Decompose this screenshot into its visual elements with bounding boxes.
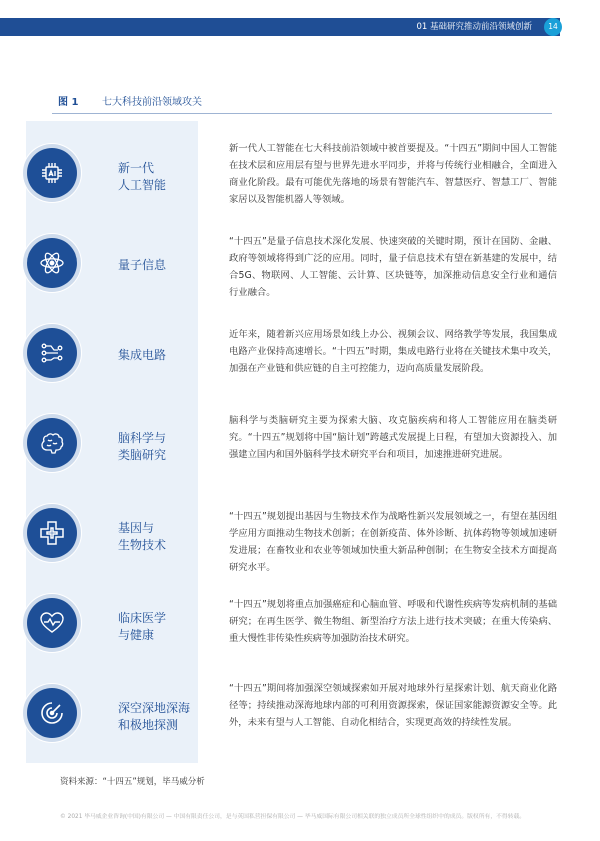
tech-description: 新一代人工智能在七大科技前沿领域中被首要提及。“十四五”期间中国人工智能在技术层和应用层有望与世界先进水平同步，并将与传统行业相融合，全面进入商业化阶段。最有可能优先落地的场景有智能汽车、智慧医疗、智慧工厂、智能家居以及智能机器人等领域。 <box>229 143 557 205</box>
tech-row-brain <box>0 400 600 480</box>
section-title: 01 基础研究推动前沿领域创新 <box>416 22 532 32</box>
header-bar <box>0 18 560 36</box>
footer-copyright: © 2021 毕马威企业咨询(中国)有限公司 — 中国有限责任公司，是与英国私营担保有限公司 — 毕马威国际有限公司相关联的独立成员所全球性组织中的成员。版权所有，不得转载。 <box>60 814 526 820</box>
tech-description: “十四五”是量子信息技术深化发展、快速突破的关键时期，预计在国防、金融、政府等领域将得到广泛的应用。同时，量子信息技术有望在新基建的发展中，结合5G、物联网、人工智能、云计算、区块链等，加深推动信息安全行业和通信行业融合。 <box>229 236 557 298</box>
tech-row-gene <box>0 490 600 573</box>
tech-name: 集成电路 <box>118 348 167 362</box>
figure-divider <box>52 113 552 114</box>
figure-title: 七大科技前沿领域攻关 <box>102 97 202 108</box>
tech-row-exploration <box>0 670 600 750</box>
tech-row-ai <box>0 130 600 210</box>
tech-name: 临床医学 与健康 <box>118 611 167 642</box>
medical-cross-icon <box>27 508 77 558</box>
tech-name: 量子信息 <box>118 258 167 272</box>
tech-row-clinical <box>0 580 600 660</box>
tech-description: “十四五”规划将重点加强癌症和心脑血管、呼吸和代谢性疾病等发病机制的基础研究；在再生医学、微生物组、新型治疗方法上进行技术突破；在重大传染病、重大慢性非传染性疾病等加强防治技术研究。 <box>229 599 557 644</box>
ai-chip-icon <box>27 148 77 198</box>
tech-row-quantum <box>0 220 600 300</box>
atom-icon <box>27 238 77 288</box>
tech-description: 近年来，随着新兴应用场景如线上办公、视频会议、网络教学等发展，我国集成电路产业保持高速增长。“十四五”时期，集成电路行业将在关键技术集中攻关，加强在产业链和供应链的自主可控能力，迈向高质量发展阶段。 <box>229 329 557 374</box>
tech-description: 脑科学与类脑研究主要为探索大脑、攻克脑疾病和将人工智能应用在脑类研究。“十四五”规划将中国“脑计划”跨越式发展提上日程，有望加大资源投入、加强建立国内和国外脑科学技术研究平台和项目，加速推进研究进展。 <box>229 415 557 460</box>
tech-name: 脑科学与 类脑研究 <box>118 431 167 462</box>
page-number: 14 <box>544 18 562 36</box>
tech-description: “十四五”期间将加强深空领域探索如开展对地球外行星探索计划、航天商业化路径等；持续推动深海地球内部的可利用资源探索，保证国家能源资源安全等。此外，未来有望与人工智能、自动化相结合，实现更高效的持续性发展。 <box>229 683 557 728</box>
heartbeat-icon <box>27 598 77 648</box>
tech-name: 基因与 生物技术 <box>118 521 167 552</box>
source-note: 资料来源：“十四五”规划，毕马威分析 <box>60 777 205 787</box>
figure-label: 图 1 <box>58 97 79 108</box>
tech-description: “十四五”规划提出基因与生物技术作为战略性新兴发展领域之一，有望在基因组学应用方面推动生物技术创新；在创新疫苗、体外诊断、抗体药物等领域加速研发进展；在畜牧业和农业等领域加快重大新品种创制；在生物安全技术方面提高研究水平。 <box>229 511 557 573</box>
tech-name: 深空深地深海 和极地探测 <box>118 701 191 732</box>
tech-name: 新一代 人工智能 <box>118 161 167 192</box>
tech-row-ic <box>0 310 600 390</box>
brain-icon <box>27 418 77 468</box>
radar-icon <box>27 688 77 738</box>
circuit-icon <box>27 328 77 378</box>
